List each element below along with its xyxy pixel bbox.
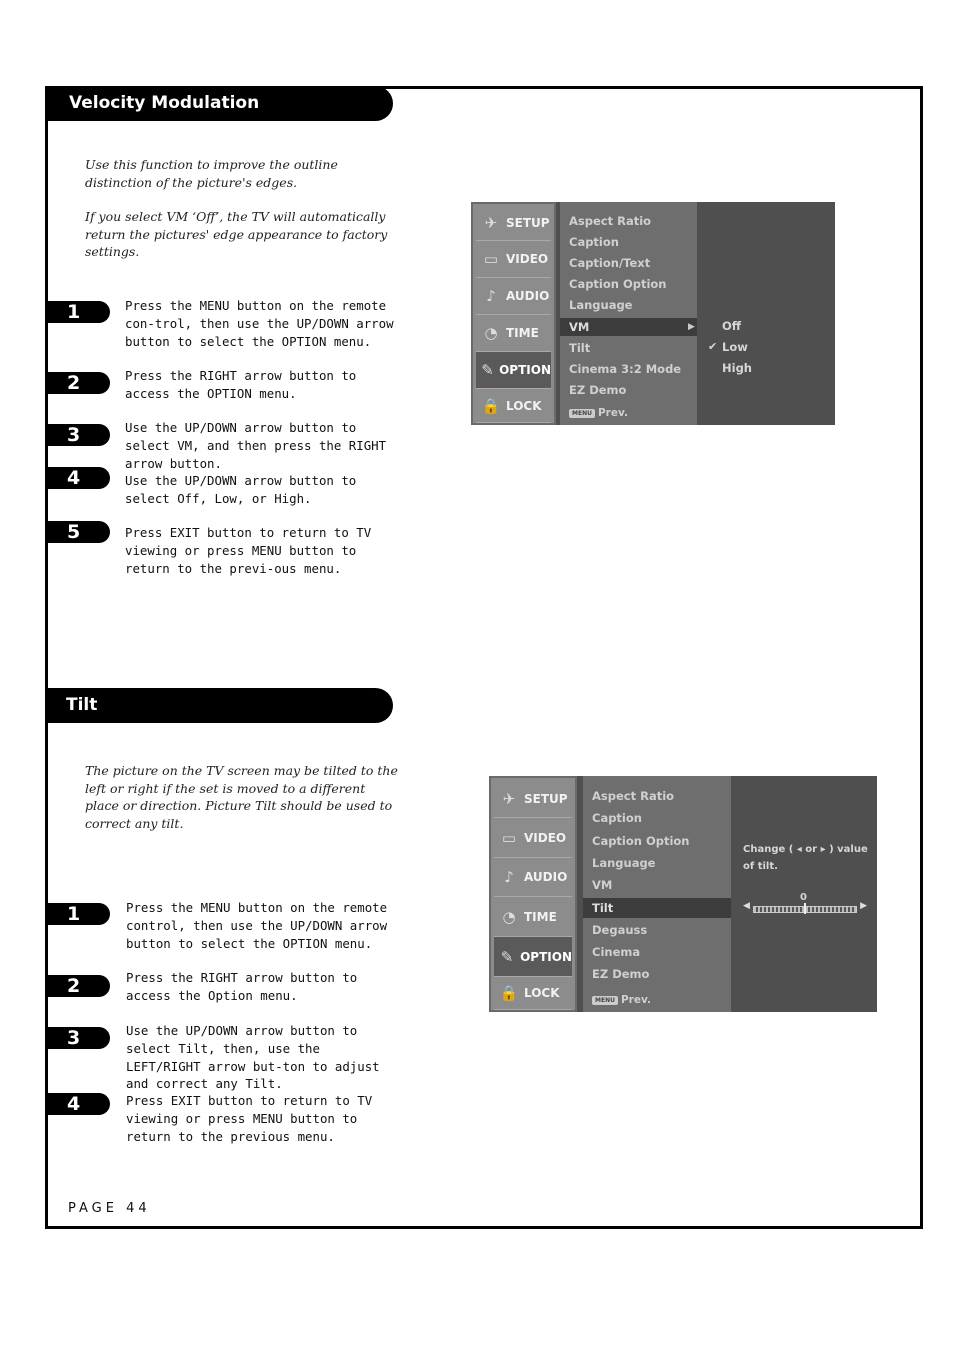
tilt-menu-screenshot [489,776,877,1012]
satellite-icon: ✈ [484,214,498,232]
section-title-velocity-modulation: Velocity Modulation [45,86,393,121]
tag-icon: ✎ [481,361,494,379]
prev-hint: MENU Prev. [592,994,651,1006]
vm-option-low: Low [722,340,748,354]
menu-audio: ♪ AUDIO [476,278,551,315]
padlock-icon: 🔒 [499,984,519,1002]
option-item: Degauss [592,923,648,937]
screen-icon: ▭ [501,828,517,847]
menu-lock: 🔒 LOCK [494,977,572,1010]
menu-option: ✎ OPTION [476,352,551,389]
tilt-step-text: Press the MENU button on the remote control, then use the UP/DOWN arrow button to select the OPTION menu. [126,900,388,951]
option-item: EZ Demo [569,383,627,397]
vm-menu-screenshot [471,202,835,425]
menu-key-icon: MENU [592,996,618,1005]
menu-option: ✎ OPTION [494,937,572,977]
tilt-hint: Change ( ◂ or ▸ ) value of tilt. [743,844,868,872]
tilt-value: 0 [800,892,807,903]
tilt-intro: The picture on the TV screen may be tilted to the left or right if the set is moved to a different place or direction. Picture Tilt should be used to correct any tilt. [85,763,398,831]
option-item: Language [592,856,656,870]
right-arrow-icon: ▶ [688,322,695,332]
option-item-selected: Tilt [583,898,731,918]
vm-step-text: Press the RIGHT arrow button to access the OPTION menu. [125,368,357,401]
menu-icon-column [489,776,577,1012]
vm-step-number: 4 [47,467,110,489]
menu-audio: ♪ AUDIO [494,858,572,897]
vm-intro-1: Use this function to improve the outline distinction of the picture's edges. [85,157,338,190]
vm-intro-2: If you select VM ‘Off’, the TV will automatically return the pictures' edge appearance to factory settings. [85,209,388,259]
check-icon: ✔ [708,340,718,353]
menu-key-icon: MENU [569,409,595,418]
speaker-icon: ♪ [504,868,514,886]
option-item: Language [569,298,633,312]
option-item: Aspect Ratio [569,214,652,228]
vm-step-number: 5 [47,521,110,543]
vm-step-text: Use the UP/DOWN arrow button to select Off, Low, or High. [125,473,357,506]
padlock-icon: 🔒 [481,396,501,415]
option-item: Aspect Ratio [592,789,675,803]
option-item-selected: VM [560,318,697,336]
speaker-icon: ♪ [486,287,496,305]
clock-icon: ◔ [502,907,516,926]
right-arrow-icon: ▶ [860,901,867,911]
menu-setup: ✈ SETUP [494,780,572,818]
section-title-tilt: Tilt [45,688,393,723]
option-item: Caption/Text [569,256,651,270]
option-item: Caption [592,811,642,825]
tilt-step-text: Press EXIT button to return to TV viewing or press MENU button to return to the previous menu. [126,1093,373,1144]
tilt-slider-thumb [804,903,806,914]
tag-icon: ✎ [500,947,514,966]
tilt-step-text: Press the RIGHT arrow button to access the Option menu. [126,970,358,1003]
vm-step-text: Press the MENU button on the remote con-trol, then use the UP/DOWN arrow button to select the OPTION menu. [125,298,394,349]
tilt-step-number: 2 [47,975,110,997]
clock-icon: ◔ [484,324,498,342]
vm-step-number: 3 [47,424,110,446]
vm-option-off: Off [722,319,742,333]
tilt-step-text: Use the UP/DOWN arrow button to select Tilt, then, use the LEFT/RIGHT arrow but-ton to adjust and correct any Tilt. [126,1023,380,1092]
menu-setup: ✈ SETUP [476,206,551,241]
vm-step-number: 2 [47,372,110,394]
option-item: Caption Option [569,277,667,291]
vm-option-high: High [722,361,752,375]
page-number: PAGE 44 [68,1201,151,1216]
option-items [583,776,731,1012]
menu-icon-column [471,202,556,425]
prev-hint: MENU Prev. [569,407,628,419]
satellite-icon: ✈ [502,789,516,808]
tilt-step-number: 4 [47,1093,110,1115]
menu-video: ▭ VIDEO [476,241,551,278]
vm-step-text: Press EXIT button to return to TV viewing or press MENU button to return to the previ-ous menu. [125,525,372,576]
vm-step-number: 1 [47,301,110,323]
menu-time: ◔ TIME [494,897,572,937]
left-arrow-icon: ◀ [743,901,750,911]
menu-lock: 🔒 LOCK [476,389,551,423]
option-item: EZ Demo [592,967,650,981]
tilt-slider [743,901,867,914]
option-item: Caption Option [592,834,690,848]
option-item: Tilt [569,341,591,355]
option-item: Cinema 3:2 Mode [569,362,682,376]
screen-icon: ▭ [483,250,499,268]
tilt-step-number: 3 [47,1027,110,1049]
tilt-step-number: 1 [47,903,110,925]
menu-video: ▭ VIDEO [494,818,572,858]
option-items [560,202,697,425]
option-item: VM [592,878,613,892]
menu-time: ◔ TIME [476,315,551,352]
option-item: Caption [569,235,619,249]
option-item: Cinema [592,945,641,959]
vm-step-text: Use the UP/DOWN arrow button to select VM, and then press the RIGHT arrow button. [125,420,387,471]
